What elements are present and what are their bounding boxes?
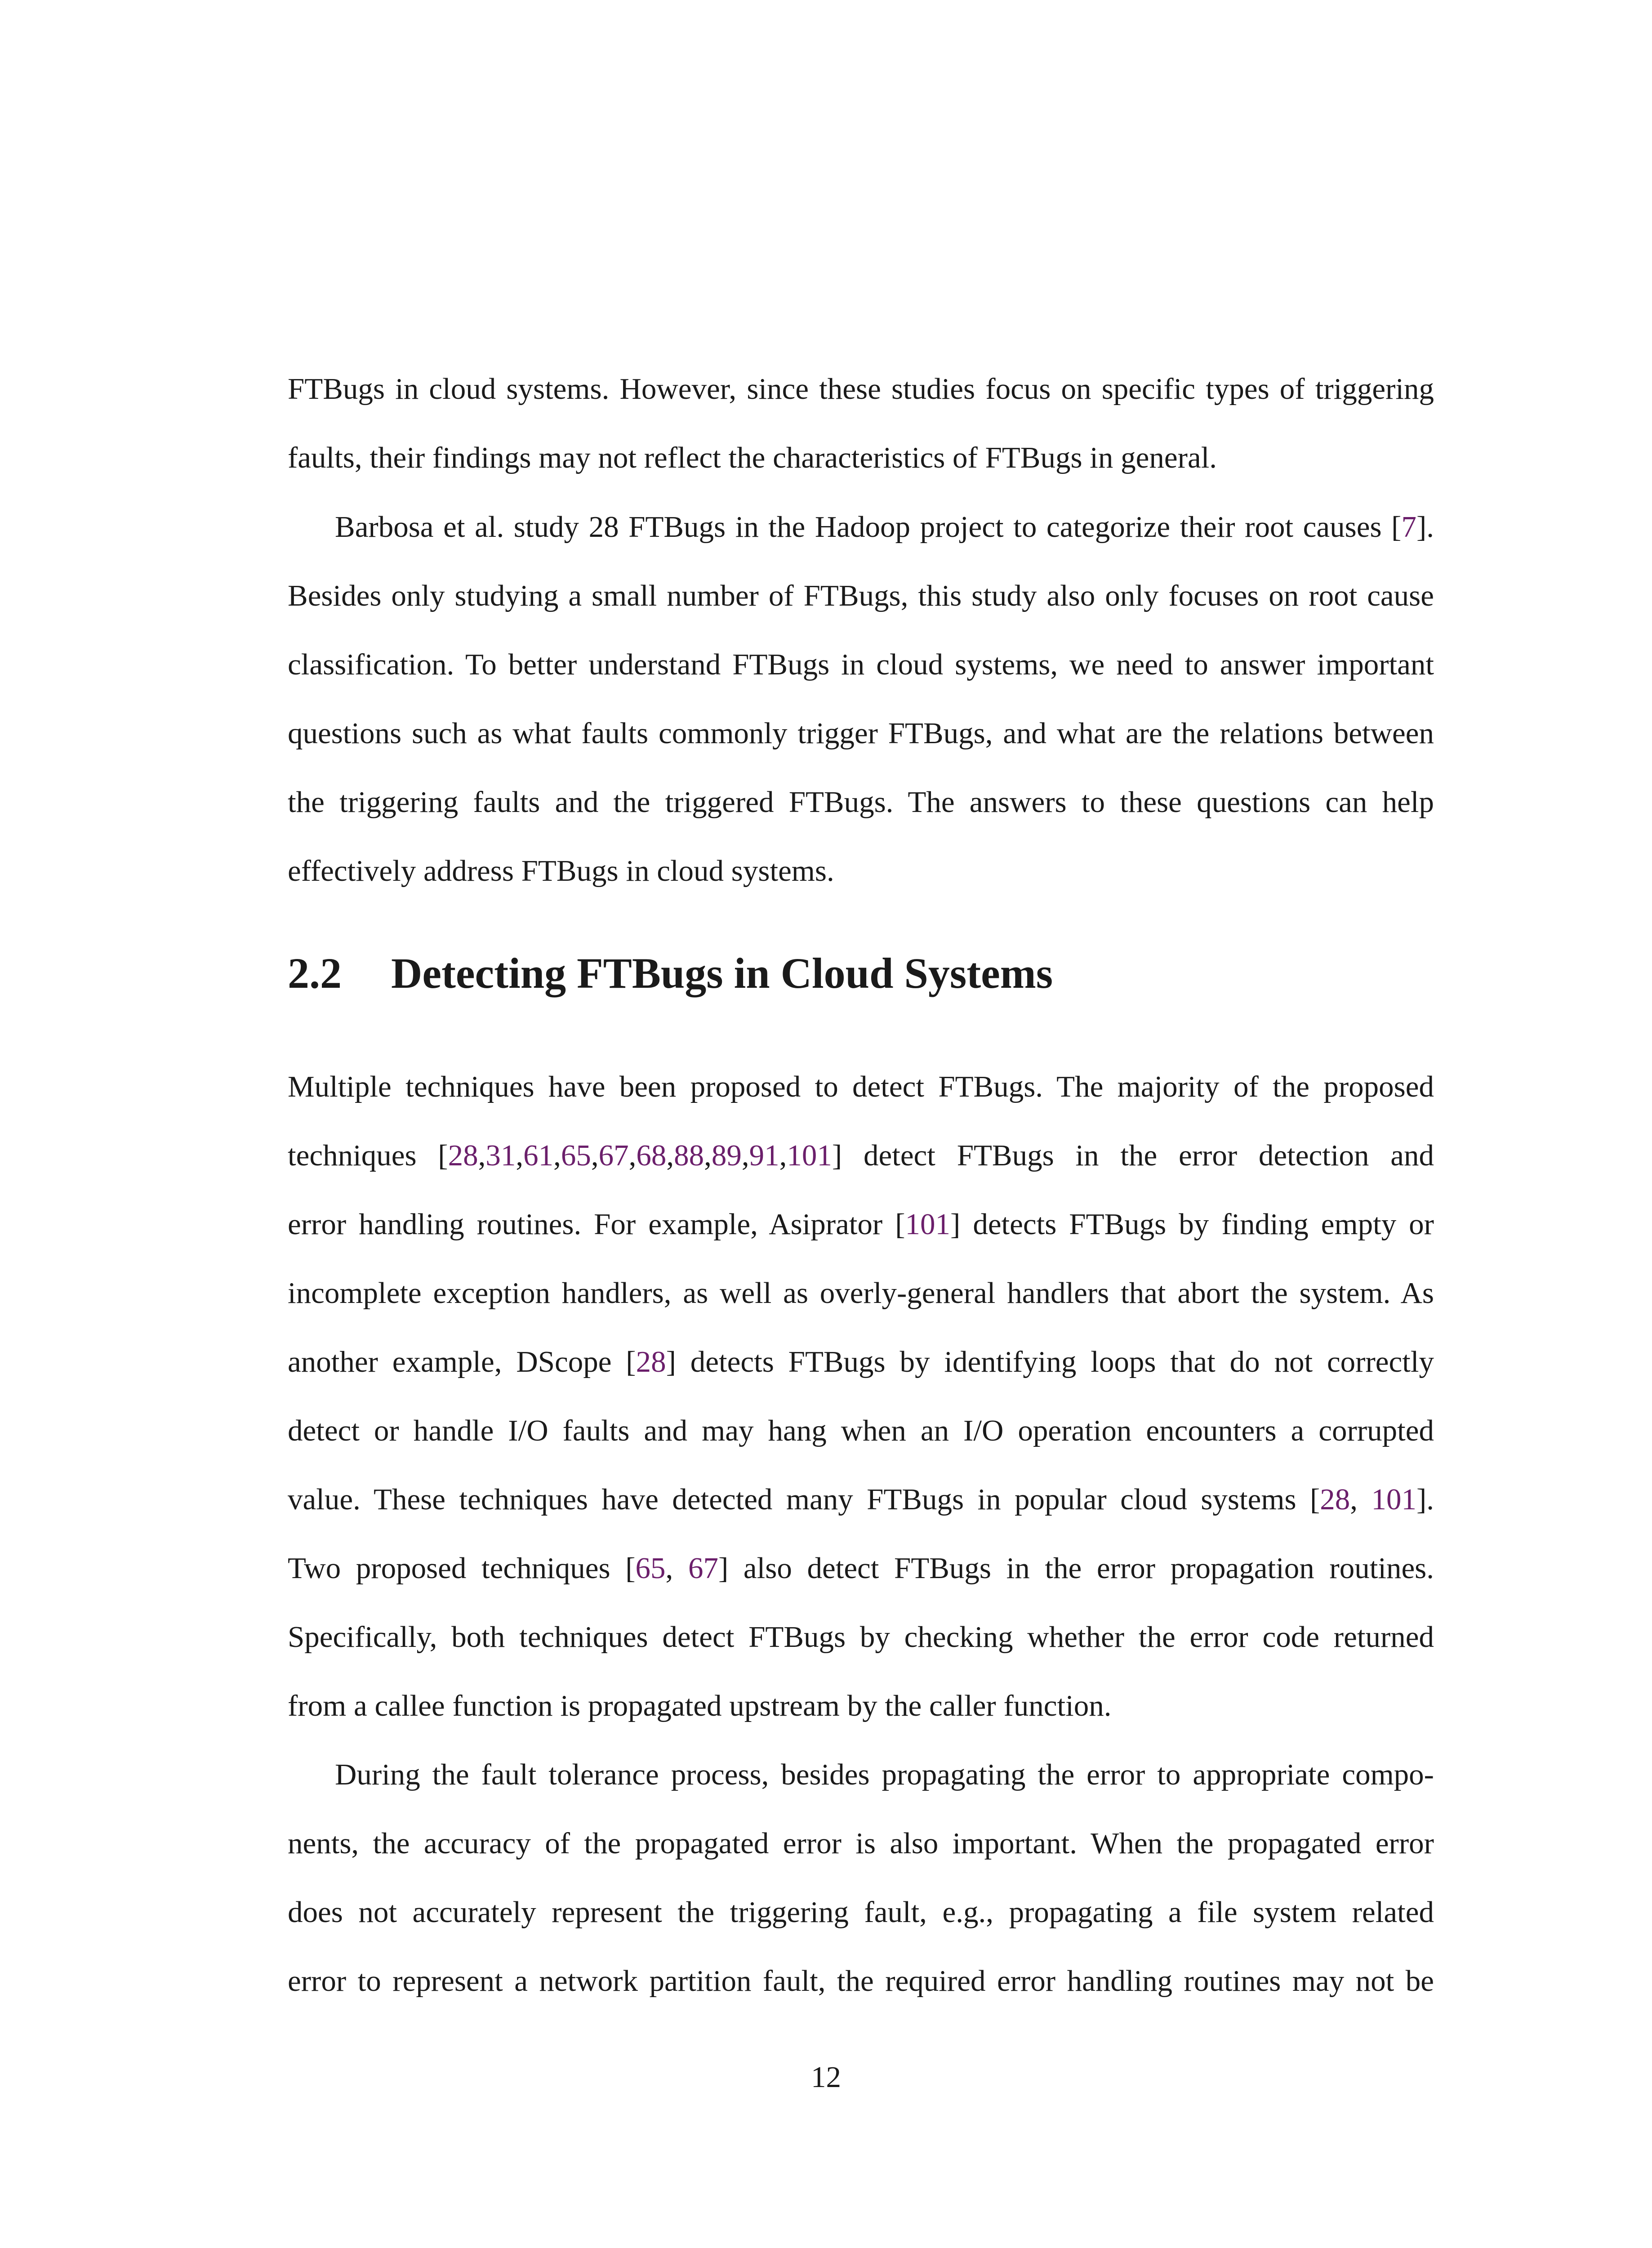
body-line: questions such as what faults commonly trigger FTBugs, and what are the relations between <box>288 717 1434 750</box>
body-line: Specifically, both techniques detect FTBugs by checking whether the error code returned <box>288 1620 1434 1654</box>
text-run: Two proposed techniques [ <box>288 1552 636 1585</box>
citation-link[interactable]: 65 <box>561 1139 591 1172</box>
body-line: FTBugs in cloud systems. However, since these studies focus on specific types of triggering <box>288 372 1434 406</box>
citation-separator: , <box>553 1139 561 1172</box>
section-title: Detecting FTBugs in Cloud Systems <box>391 949 1053 997</box>
citation-link[interactable]: 28 <box>448 1139 478 1172</box>
citation-link[interactable]: 101 <box>1371 1483 1416 1516</box>
citation-link[interactable]: 67 <box>598 1139 629 1172</box>
page-number: 12 <box>811 2061 841 2094</box>
body-line: classification. To better understand FTBugs in cloud systems, we need to answer important <box>288 648 1434 681</box>
body-line <box>288 1128 1434 1182</box>
body-line: faults, their findings may not reflect the characteristics of FTBugs in general. <box>288 441 1217 474</box>
text-run: ] also detect FTBugs in the error propagation routines. <box>718 1552 1434 1585</box>
body-line: the triggering faults and the triggered FTBugs. The answers to these questions can help <box>288 785 1434 819</box>
text-run: ]. <box>1416 1483 1434 1516</box>
citation-separator: , <box>591 1139 599 1172</box>
citation-separator: , <box>516 1139 524 1172</box>
section-heading <box>288 942 1053 1005</box>
section-number: 2.2 <box>288 949 342 997</box>
citation-separator: , <box>628 1139 637 1172</box>
text-run: ] detects FTBugs by finding empty or <box>950 1208 1434 1241</box>
body-line <box>288 1197 1434 1251</box>
text-run: ] detect FTBugs in the error detection and <box>832 1139 1434 1172</box>
citation-link[interactable]: 88 <box>674 1139 704 1172</box>
citation-link[interactable]: 28 <box>1320 1483 1350 1516</box>
citation-link[interactable]: 101 <box>787 1139 832 1172</box>
body-line <box>288 1541 1434 1595</box>
citation-separator: , <box>704 1139 712 1172</box>
text-run: error handling routines. For example, Asiprator [ <box>288 1208 905 1241</box>
citation-separator: , <box>779 1139 787 1172</box>
citation-link[interactable]: 91 <box>749 1139 779 1172</box>
text-run: value. These techniques have detected many FTBugs in popular cloud systems [ <box>288 1483 1320 1516</box>
text-run: ] detects FTBugs by identifying loops that do not correctly <box>666 1345 1434 1378</box>
body-line: detect or handle I/O faults and may hang when an I/O operation encounters a corrupted <box>288 1414 1434 1447</box>
body-line: During the fault tolerance process, besides propagating the error to appropriate compo- <box>335 1758 1434 1791</box>
citation-separator: , <box>666 1139 674 1172</box>
body-line: Besides only studying a small number of FTBugs, this study also only focuses on root cause <box>288 579 1434 612</box>
text-run: techniques [ <box>288 1139 448 1172</box>
text-run: , <box>665 1552 688 1585</box>
text-run: Barbosa et al. study 28 FTBugs in the Hadoop project to categorize their root causes [ <box>335 510 1402 544</box>
citation-separator: , <box>478 1139 486 1172</box>
citation-link[interactable]: 65 <box>635 1552 666 1585</box>
citation-link[interactable]: 89 <box>711 1139 742 1172</box>
body-line <box>288 1335 1434 1389</box>
citation-separator: , <box>741 1139 749 1172</box>
body-line: effectively address FTBugs in cloud systems. <box>288 854 834 888</box>
citation-link[interactable]: 68 <box>636 1139 667 1172</box>
body-line <box>288 1472 1434 1526</box>
citation-link[interactable]: 28 <box>636 1345 666 1378</box>
body-line <box>288 500 1434 554</box>
body-line: error to represent a network partition fault, the required error handling routines may not be <box>288 1964 1434 1998</box>
body-line: Multiple techniques have been proposed to detect FTBugs. The majority of the proposed <box>288 1070 1434 1103</box>
citation-link[interactable]: 101 <box>905 1208 951 1241</box>
body-line: from a callee function is propagated upstream by the caller function. <box>288 1689 1112 1722</box>
citation-link[interactable]: 67 <box>688 1552 718 1585</box>
text-run: ]. <box>1416 510 1434 544</box>
citation-link[interactable]: 61 <box>523 1139 554 1172</box>
text-run: another example, DScope [ <box>288 1345 636 1378</box>
body-line: does not accurately represent the triggering fault, e.g., propagating a file system related <box>288 1896 1434 1929</box>
body-line: nents, the accuracy of the propagated error is also important. When the propagated error <box>288 1827 1434 1860</box>
citation-list <box>448 1139 832 1172</box>
body-line: incomplete exception handlers, as well as overly-general handlers that abort the system. As <box>288 1276 1434 1310</box>
citation-link[interactable]: 7 <box>1401 510 1416 544</box>
text-run: , <box>1350 1483 1371 1516</box>
citation-link[interactable]: 31 <box>485 1139 516 1172</box>
